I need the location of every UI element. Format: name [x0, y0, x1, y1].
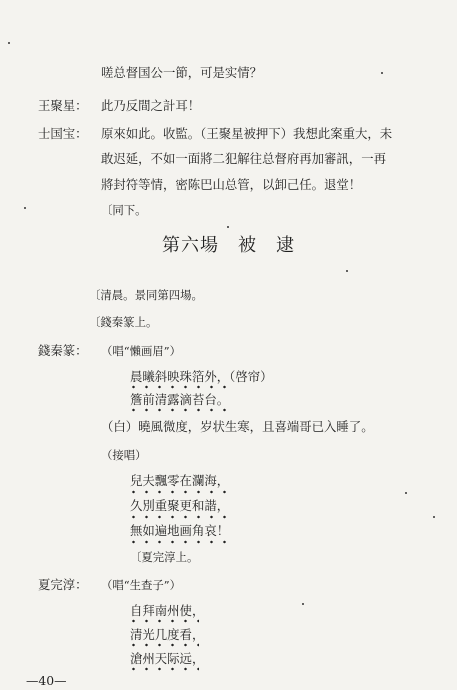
speaker-label: 錢秦篆：	[38, 343, 88, 358]
print-speck	[381, 72, 383, 74]
print-speck	[346, 270, 348, 272]
speaker-label: 夏完淳：	[38, 577, 88, 592]
verse-line: 晨曦斜映珠箔外，（啓帘）	[130, 369, 273, 384]
verse-line: 簷前清露滴苔台。	[130, 392, 230, 407]
speaker-label: 王聚星：	[38, 98, 88, 113]
dialogue-line: （白）曉風微度，岁状生寒，且喜端哥已入睡了。	[101, 419, 374, 434]
verse-line: 兒夫飄零在瀾海，	[130, 473, 230, 488]
stage-direction: 〔錢秦篆上。	[89, 315, 158, 329]
verse-line: 滄州天际远，	[130, 651, 205, 666]
print-speck	[24, 207, 26, 209]
print-speck	[433, 516, 435, 518]
print-speck	[8, 42, 10, 44]
verse-line: 無如遍地画角哀！	[130, 523, 230, 538]
tune-marker: （唱“生查子”）	[101, 578, 181, 592]
dialogue-line: 原來如此。收監。（王聚星被押下）我想此案重大，未	[101, 126, 393, 141]
emphasis-dots	[127, 490, 231, 494]
dialogue-line: 此乃反間之計耳！	[101, 98, 201, 113]
print-speck	[302, 603, 304, 605]
emphasis-dots	[127, 667, 199, 671]
print-speck	[227, 226, 229, 228]
stage-direction: 〔夏完淳上。	[130, 550, 199, 564]
emphasis-dots	[127, 619, 199, 623]
verse-line: 自拜南州使，	[130, 603, 205, 618]
emphasis-dots	[127, 540, 231, 544]
emphasis-dots	[127, 408, 231, 412]
verse-line: 清光几度看，	[130, 627, 205, 642]
tune-marker: （唱“懶画眉”）	[101, 344, 181, 358]
stage-direction: 〔同下。	[101, 203, 147, 217]
tune-marker: （接唱）	[101, 448, 147, 462]
speaker-label: 士国宝：	[38, 126, 88, 141]
stage-direction: 〔清晨。景同第四場。	[89, 288, 203, 302]
emphasis-dots	[127, 643, 199, 647]
verse-line: 久別重聚更和諧，	[130, 498, 230, 513]
dialogue-line: 敢迟延，不如一面將二犯解往总督府再加審訊，一再	[101, 151, 386, 166]
emphasis-dots	[127, 385, 231, 389]
page-number: —40—	[26, 673, 67, 688]
dialogue-line: 將封符等情，密陈巴山总管，以卸己任。退堂！	[101, 177, 362, 192]
scene-title: 第六場 被 逮	[162, 235, 295, 256]
dialogue-line: 嗟总督国公一節，可是实情？	[101, 65, 263, 80]
emphasis-dots	[127, 515, 231, 519]
print-speck	[405, 492, 407, 494]
